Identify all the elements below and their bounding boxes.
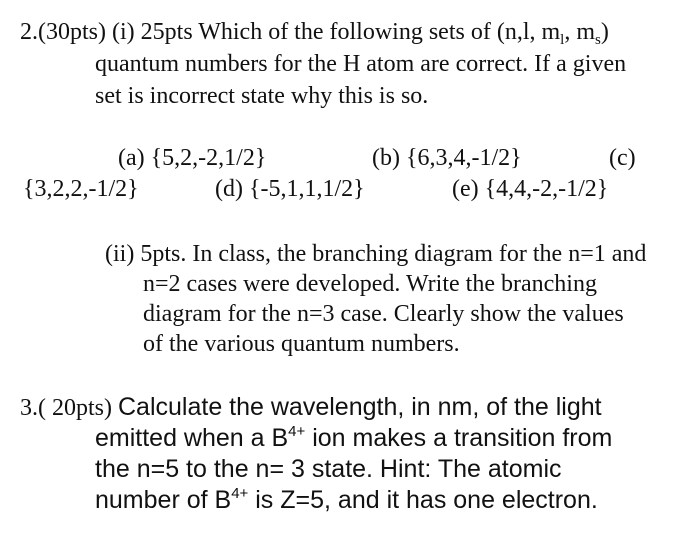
ion-charge-superscript-2: 4+ [231,485,249,502]
q2-heading-text: 2.(30pts) (i) 25pts Which of the following sets of (n,l, m [20,19,561,45]
option-c-label: (c) [609,145,636,171]
q2-line-2: quantum numbers for the H atom are correct. If a given [95,51,627,77]
ml-subscript: l [560,32,565,48]
q3-line-1-text: Calculate the wavelength, in nm, of the light [118,393,602,421]
option-e: (e) {4,4,-2,-1/2} [452,176,609,202]
option-c-value: {3,2,2,-1/2} [23,176,139,202]
option-b: (b) {6,3,4,-1/2} [372,145,522,171]
q3-line-4a: number of B [95,486,232,514]
ion-charge-superscript: 4+ [288,423,306,440]
q3-line-2b: ion makes a transition from [305,424,613,452]
close-paren: ) [600,19,609,45]
ms-text: , m [564,19,595,45]
q2-heading-line [20,19,609,48]
ms-subscript: s [595,32,601,48]
part-ii-line-3: diagram for the n=3 case. Clearly show the values [143,301,624,327]
part-ii-line-2: n=2 cases were developed. Write the branching [143,271,597,297]
q3-line-3: the n=5 to the n= 3 state. Hint: The atomic [95,455,562,483]
option-a: (a) {5,2,-2,1/2} [118,145,267,171]
part-ii-line-4: of the various quantum numbers. [143,331,460,357]
q2-line-3: set is incorrect state why this is so. [95,83,429,109]
part-ii-line-1: (ii) 5pts. In class, the branching diagram for the n=1 and [105,241,647,267]
q3-line-4b: is Z=5, and it has one electron. [248,486,598,514]
q3-line-1 [20,395,602,420]
q3-prefix: 3.( 20pts) [20,395,118,421]
q3-line-2a: emitted when a B [95,424,289,452]
option-d: (d) {-5,1,1,1/2} [215,176,365,202]
q3-line-4 [95,485,598,514]
q3-line-2 [95,423,613,452]
